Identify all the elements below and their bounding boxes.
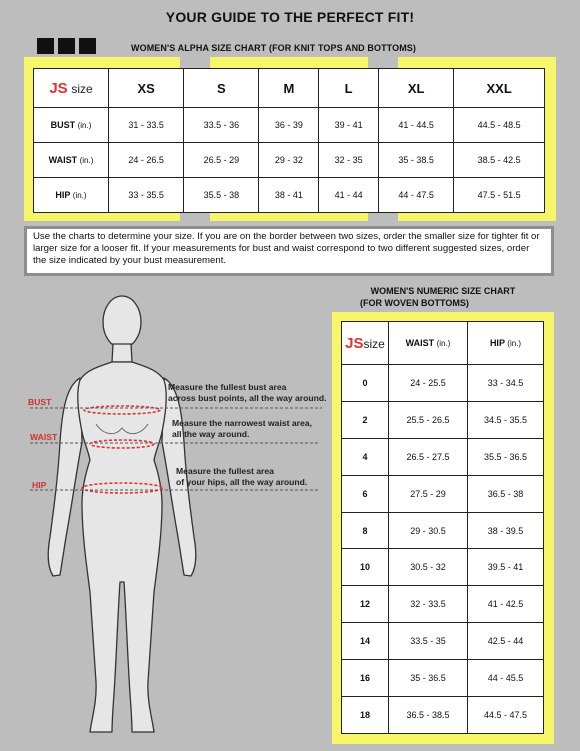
- body-silhouette: [20, 292, 330, 746]
- table-cell: 31 - 33.5: [109, 108, 184, 143]
- row-label: BUST (in.): [34, 108, 109, 143]
- table-row: [34, 143, 545, 178]
- table-cell: 29 - 32: [259, 143, 319, 178]
- table-row: 12 32 - 33.5 41 - 42.5: [342, 586, 544, 623]
- brand-mark: JS: [345, 334, 364, 352]
- size-header: XL: [379, 69, 454, 108]
- table-cell: 33 - 35.5: [109, 178, 184, 213]
- table-cell: 35.5 - 38: [184, 178, 259, 213]
- table-row: 8 29 - 30.5 38 - 39.5: [342, 512, 544, 549]
- table-cell: 44 - 47.5: [379, 178, 454, 213]
- row-label: HIP (in.): [34, 178, 109, 213]
- table-row: 0 24 - 25.5 33 - 34.5: [342, 365, 544, 402]
- size-header: XXL: [454, 69, 545, 108]
- hip-header: HIP (in.): [468, 322, 544, 365]
- hip-note: Measure the fullest area of your hips, all the way around.: [176, 466, 308, 487]
- table-corner: JS size: [34, 69, 109, 108]
- table-cell: 33.5 - 36: [184, 108, 259, 143]
- table-row: 2 25.5 - 26.5 34.5 - 35.5: [342, 401, 544, 438]
- table-header-row: [342, 322, 544, 365]
- alpha-size-table: [33, 68, 545, 213]
- numeric-chart-title: WOMEN'S NUMERIC SIZE CHART (FOR WOVEN BOTTOMS): [360, 286, 516, 308]
- instructions-text: Use the charts to determine your size. If you are on the border between two sizes, order the smaller size for tighter fit or larger size for a looser fit. If your measurements for bust and waist correspond to two different suggested sizes, order the size indicated by your bust measurement.: [24, 226, 554, 276]
- table-header-row: [34, 69, 545, 108]
- size-header: M: [259, 69, 319, 108]
- waist-header: WAIST (in.): [389, 322, 468, 365]
- table-row: 14 33.5 - 35 42.5 - 44: [342, 623, 544, 660]
- table-row: 18 36.5 - 38.5 44.5 - 47.5: [342, 697, 544, 734]
- body-measurement-figure: [20, 292, 330, 746]
- alpha-chart-title: WOMEN'S ALPHA SIZE CHART (FOR KNIT TOPS AND BOTTOMS): [131, 43, 416, 53]
- waist-label: WAIST: [30, 432, 58, 442]
- table-cell: 39 - 41: [319, 108, 379, 143]
- table-row: [34, 108, 545, 143]
- size-header: S: [184, 69, 259, 108]
- table-cell: 24 - 26.5: [109, 143, 184, 178]
- table-cell: 32 - 35: [319, 143, 379, 178]
- table-row: [34, 178, 545, 213]
- table-cell: 38.5 - 42.5: [454, 143, 545, 178]
- row-label: WAIST (in.): [34, 143, 109, 178]
- table-cell: 44.5 - 48.5: [454, 108, 545, 143]
- bust-note: Measure the fullest bust area across bust points, all the way around.: [168, 382, 327, 403]
- size-header: XS: [109, 69, 184, 108]
- size-header: L: [319, 69, 379, 108]
- table-cell: 41 - 44.5: [379, 108, 454, 143]
- table-row: 16 35 - 36.5 44 - 45.5: [342, 660, 544, 697]
- table-row: 10 30.5 - 32 39.5 - 41: [342, 549, 544, 586]
- waist-note: Measure the narrowest waist area, all the way around.: [172, 418, 312, 439]
- numeric-size-table: [341, 321, 544, 734]
- decorative-squares: [37, 38, 96, 54]
- table-cell: 38 - 41: [259, 178, 319, 213]
- table-row: 6 27.5 - 29 36.5 - 38: [342, 475, 544, 512]
- table-cell: 41 - 44: [319, 178, 379, 213]
- page-title: YOUR GUIDE TO THE PERFECT FIT!: [165, 9, 415, 25]
- bust-label: BUST: [28, 397, 52, 407]
- table-cell: 36 - 39: [259, 108, 319, 143]
- hip-label: HIP: [32, 480, 47, 490]
- table-cell: 35 - 38.5: [379, 143, 454, 178]
- brand-mark: JS: [49, 79, 68, 97]
- table-corner: JSsize: [342, 322, 389, 365]
- table-cell: 26.5 - 29: [184, 143, 259, 178]
- table-row: 4 26.5 - 27.5 35.5 - 36.5: [342, 438, 544, 475]
- table-cell: 47.5 - 51.5: [454, 178, 545, 213]
